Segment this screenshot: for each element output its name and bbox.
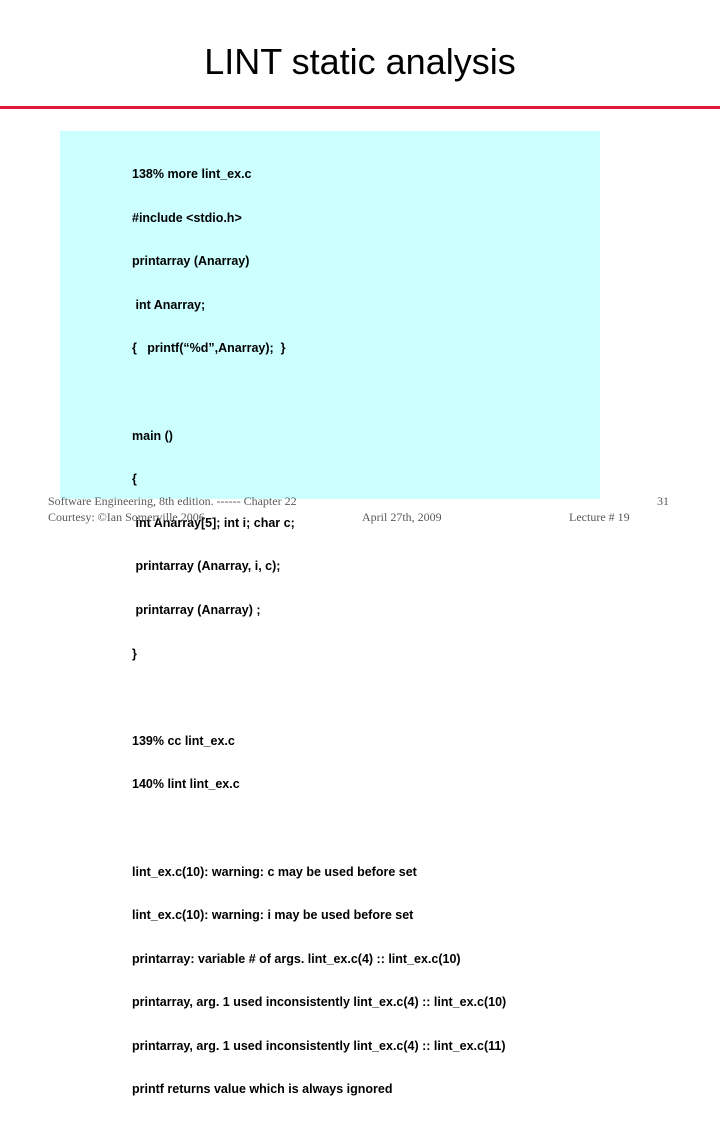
code-line [132,821,506,837]
title-divider [0,106,720,109]
footer-date: April 27th, 2009 [362,510,442,524]
footer-book-info: Software Engineering, 8th edition. ------ Chapter 22 [48,494,297,508]
footer-page-number: 31 [657,494,669,508]
code-line: printarray: variable # of args. lint_ex.c(4) :: lint_ex.c(10) [132,951,461,966]
code-line: main () [132,428,173,443]
footer-lecture-number: Lecture # 19 [569,510,630,524]
code-line: printf returns value which is always ignored [132,1082,393,1097]
code-line: printarray (Anarray) [132,254,250,269]
code-line: printarray, arg. 1 used inconsistently lint_ex.c(4) :: lint_ex.c(10) [132,995,507,1010]
code-line: { printf(“%d”,Anarray); } [132,341,286,356]
code-line: printarray (Anarray, i, c); [132,559,281,574]
code-line: #include <stdio.h> [132,210,242,225]
code-line: printarray, arg. 1 used inconsistently lint_ex.c(4) :: lint_ex.c(11) [132,1038,506,1053]
code-line: int Anarray; [132,297,206,312]
code-line: } [132,646,137,661]
code-line: 139% cc lint_ex.c [132,733,235,748]
code-line: lint_ex.c(10): warning: c may be used before set [132,864,417,879]
code-line: int Anarray[5]; int i; char c; [132,515,295,530]
code-line: lint_ex.c(10): warning: i may be used before set [132,908,414,923]
code-line: printarray (Anarray) ; [132,602,261,617]
code-line: { [132,472,137,487]
code-line: 140% lint lint_ex.c [132,777,240,792]
code-line [132,690,506,706]
code-line [132,385,506,401]
code-line: 138% more lint_ex.c [132,167,252,181]
slide-title: LINT static analysis [204,41,516,82]
code-listing [132,139,506,1126]
footer-courtesy: Courtesy: ©Ian Somerville 2006 [48,510,205,524]
